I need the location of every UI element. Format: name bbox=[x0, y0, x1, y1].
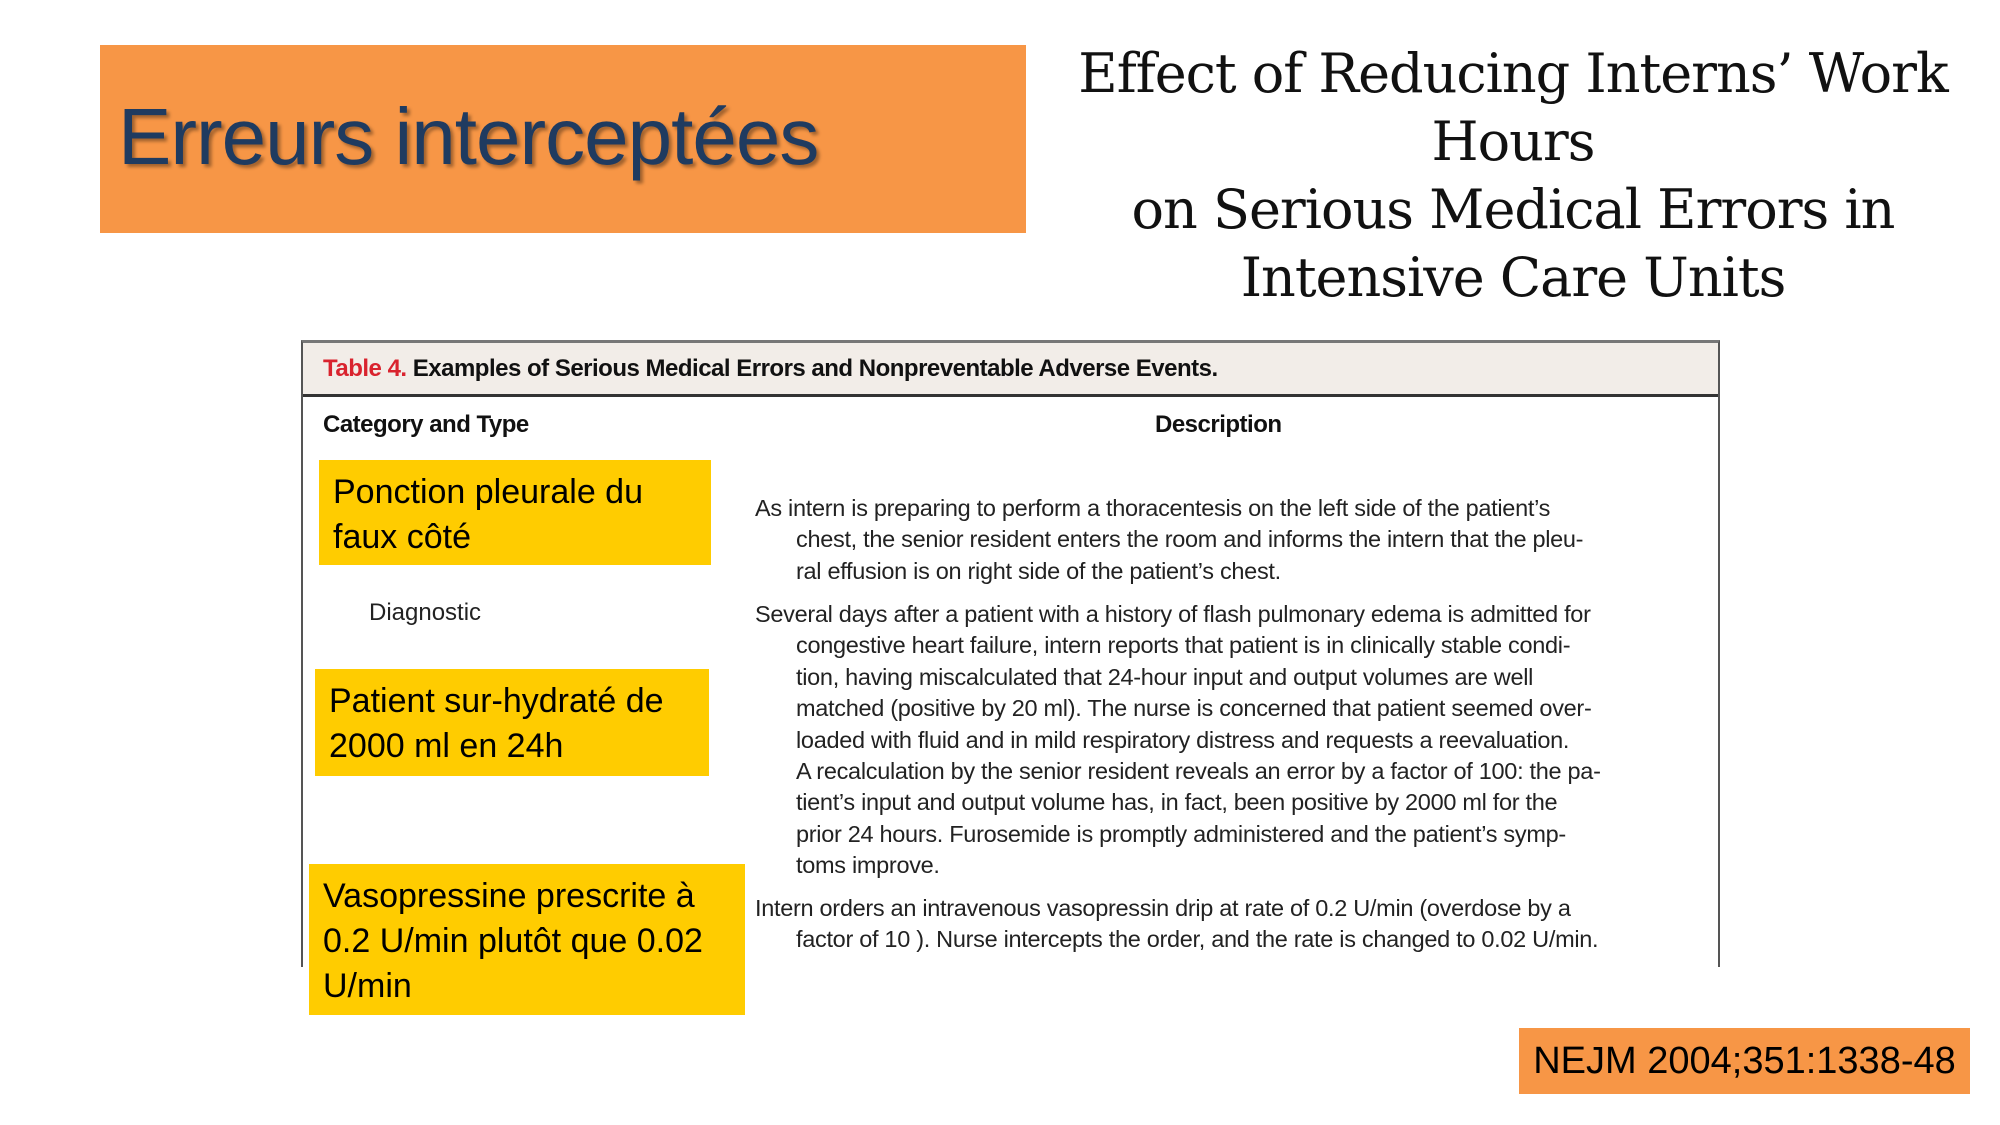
paper-title-line: Effect of Reducing Interns’ Work Hours bbox=[1078, 42, 1948, 173]
table-caption-text: Examples of Serious Medical Errors and Nonpreventable Adverse Events. bbox=[412, 355, 1218, 382]
column-header-description: Description bbox=[1155, 411, 1282, 438]
table-label: Table 4. bbox=[323, 355, 407, 382]
column-header-category: Category and Type bbox=[323, 411, 529, 438]
slide-title-box bbox=[100, 45, 1026, 233]
table-caption bbox=[303, 343, 1718, 397]
text-line: prior 24 hours. Furosemide is promptly administered and the patient’s symp- bbox=[796, 820, 1566, 847]
text-line: Several days after a patient with a history of flash pulmonary edema is admitted for bbox=[755, 601, 1591, 627]
type-diagnostic: Diagnostic bbox=[369, 599, 482, 626]
paper-title-line: Intensive Care Units bbox=[1240, 246, 1786, 309]
text-line: tient’s input and output volume has, in fact, been positive by 2000 ml for the bbox=[796, 789, 1558, 816]
text-line: ral effusion is on right side of the patient’s chest. bbox=[796, 557, 1281, 584]
text-line: As intern is preparing to perform a thoracentesis on the left side of the patient’s bbox=[755, 495, 1551, 521]
paper-title-line: on Serious Medical Errors in bbox=[1131, 178, 1895, 241]
slide-title: Erreurs interceptées bbox=[118, 92, 819, 181]
annotation-fluid-overload: Patient sur-hydraté de 2000 ml en 24h bbox=[315, 669, 709, 776]
table-row-description bbox=[755, 599, 1705, 882]
table-row-description bbox=[755, 493, 1705, 587]
text-line: loaded with fluid and in mild respiratory distress and requests a reevaluation. bbox=[796, 726, 1570, 753]
text-line: tion, having miscalculated that 24-hour input and output volumes are well bbox=[796, 663, 1534, 690]
annotation-wrong-side-thoracentesis: Ponction pleurale du faux côté bbox=[319, 460, 711, 565]
text-line: matched (positive by 20 ml). The nurse is concerned that patient seemed over- bbox=[796, 695, 1592, 722]
text-line: Intern orders an intravenous vasopressin drip at rate of 0.2 U/min (overdose by a bbox=[755, 895, 1571, 921]
text-line: chest, the senior resident enters the room and informs the intern that the pleu- bbox=[796, 526, 1584, 553]
reference-citation: NEJM 2004;351:1338-48 bbox=[1519, 1028, 1970, 1094]
text-line: congestive heart failure, intern reports that patient is in clinically stable condi- bbox=[796, 632, 1571, 659]
paper-title bbox=[1038, 40, 1988, 312]
text-line: toms improve. bbox=[796, 852, 940, 879]
table-row-description bbox=[755, 893, 1705, 956]
text-line: A recalculation by the senior resident reveals an error by a factor of 100: the pa- bbox=[796, 758, 1601, 785]
annotation-vasopressin-overdose: Vasopressine prescrite à 0.2 U/min plutôt que 0.02 U/min bbox=[309, 864, 745, 1015]
text-line: factor of 10 ). Nurse intercepts the order, and the rate is changed to 0.02 U/min. bbox=[796, 926, 1599, 953]
